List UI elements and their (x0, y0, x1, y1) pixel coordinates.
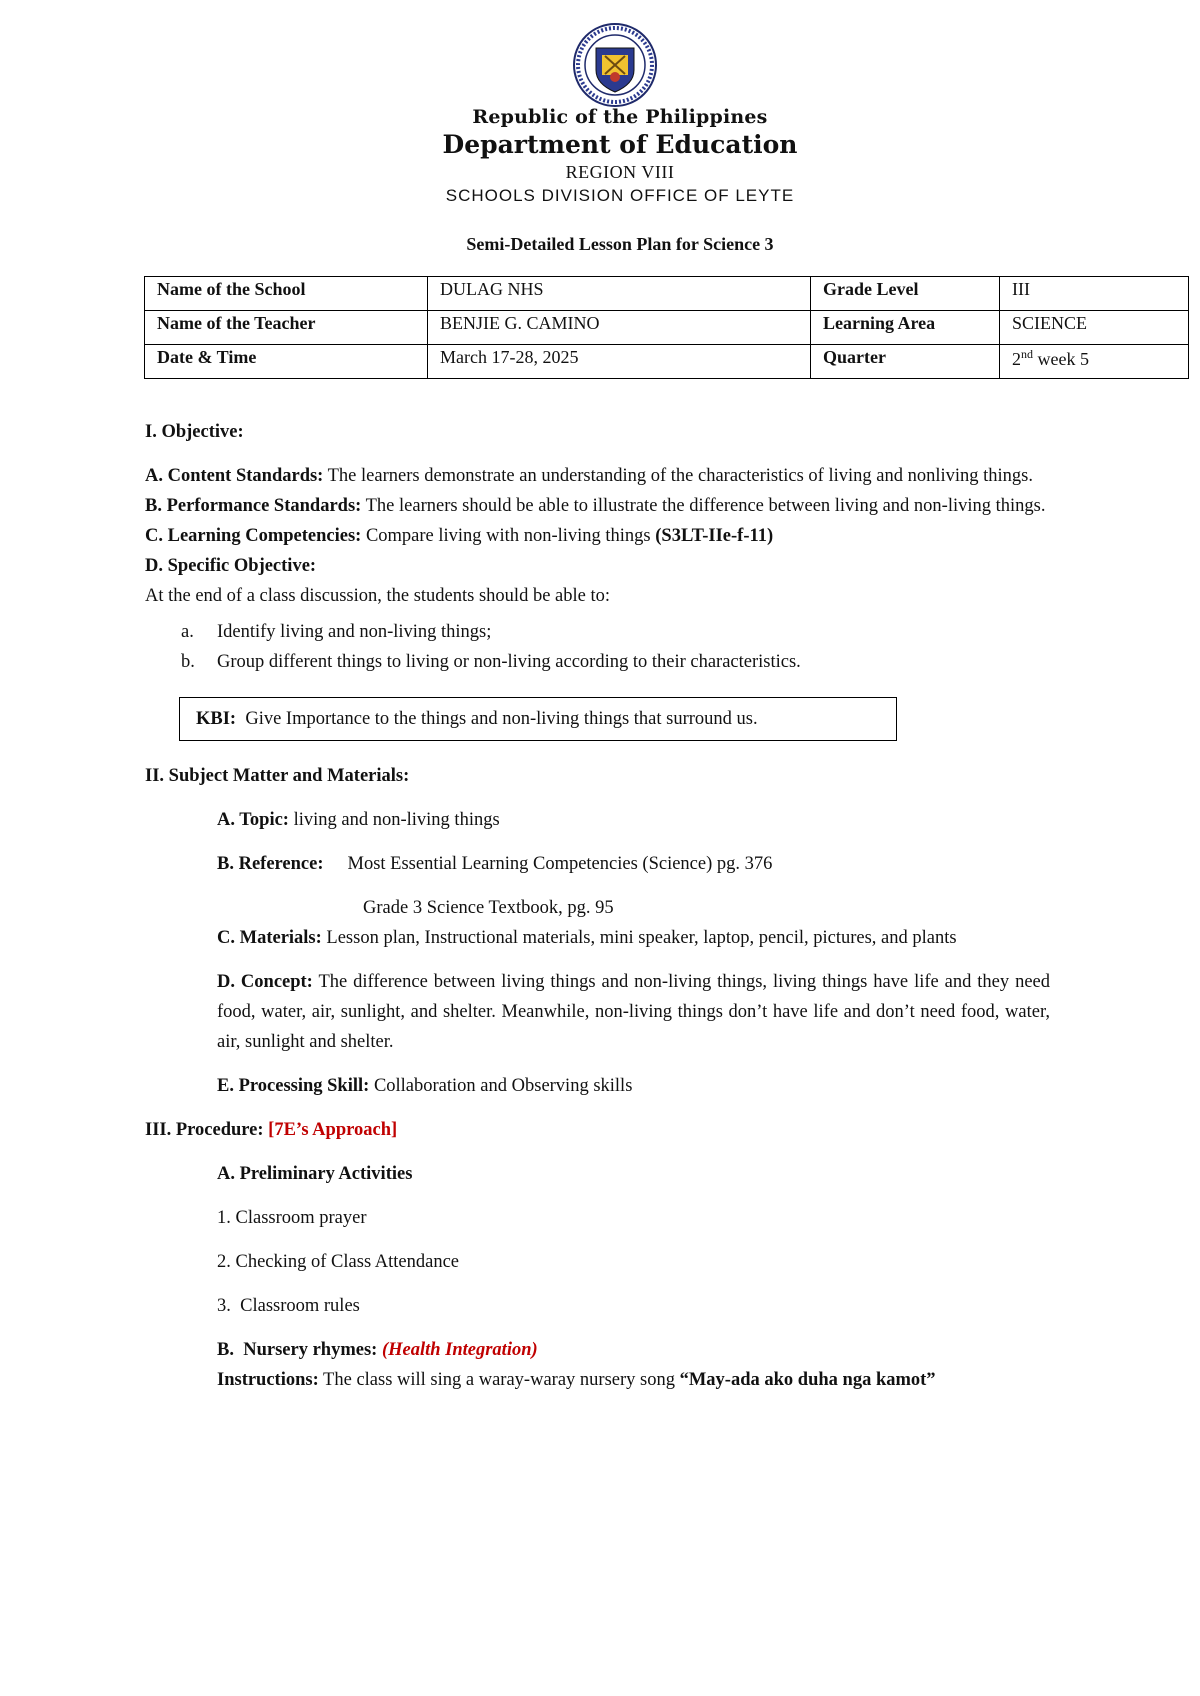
table-row (145, 311, 1189, 345)
kbi-label: KBI: (196, 709, 237, 729)
learning-competencies-label: C. Learning Competencies: (145, 526, 362, 546)
list-item-text: Group different things to living or non-living according to their characteristics. (217, 652, 801, 672)
health-integration-tag: (Health Integration) (381, 1340, 538, 1360)
list-item (145, 617, 1050, 647)
republic-header: Republic of the Philippines (472, 106, 768, 128)
performance-standards (145, 491, 1050, 521)
quarter-label: Quarter (811, 345, 1000, 379)
instructions-text: The class will sing a waray-waray nursery song (318, 1370, 680, 1390)
nursery-rhymes-label: B. Nursery rhymes: (217, 1340, 382, 1360)
document-title: Semi-Detailed Lesson Plan for Science 3 (466, 234, 774, 254)
quarter-suffix: nd (1021, 347, 1033, 361)
procedure-heading (145, 1115, 1050, 1145)
kbi-box (179, 697, 897, 741)
lesson-body (145, 417, 1050, 1395)
school-label: Name of the School (145, 277, 428, 311)
materials-text: Lesson plan, Instructional materials, mini speaker, laptop, pencil, pictures, and plants (321, 928, 957, 948)
specific-objective-intro: At the end of a class discussion, the students should be able to: (145, 586, 610, 606)
teacher-label: Name of the Teacher (145, 311, 428, 345)
prelim-item-prayer: 1. Classroom prayer (217, 1208, 367, 1228)
learning-competencies-text: Compare living with non-living things (361, 526, 656, 546)
reference (145, 849, 1050, 879)
concept-text: The difference between living things and non-living things, living things have life and they need food, water, air, sunlight, and shelter. Meanwhile, non-living things don’t have life and don’t need food, water, air, sunlight and shelter. (217, 972, 1051, 1052)
table-row (145, 277, 1189, 311)
procedure-approach: [7E’s Approach] (268, 1120, 398, 1140)
lesson-info-table (144, 276, 1189, 379)
date-time-value: March 17-28, 2025 (428, 345, 811, 379)
topic (145, 805, 1050, 835)
learning-area-label: Learning Area (811, 311, 1000, 345)
list-item-text: Identify living and non-living things; (217, 622, 492, 642)
division-header: SCHOOLS DIVISION OFFICE OF LEYTE (445, 186, 795, 205)
reference-line-2: Grade 3 Science Textbook, pg. 95 (363, 898, 614, 918)
concept (145, 967, 1050, 1057)
date-time-label: Date & Time (145, 345, 428, 379)
school-value: DULAG NHS (428, 277, 811, 311)
materials (145, 923, 1050, 953)
reference-text-1: Most Essential Learning Competencies (Science) pg. 376 (347, 854, 773, 874)
kbi-text: Give Importance to the things and non-living things that surround us. (236, 709, 758, 729)
table-row (145, 345, 1189, 379)
deped-seal-logo (572, 22, 658, 108)
prelim-item-rules: 3. Classroom rules (217, 1296, 360, 1316)
content-standards-label: A. Content Standards: (145, 466, 324, 486)
topic-text: living and non-living things (288, 810, 500, 830)
preliminary-heading: A. Preliminary Activities (217, 1164, 413, 1184)
materials-label: C. Materials: (217, 928, 322, 948)
instructions (145, 1365, 1050, 1395)
processing-skill (145, 1071, 1050, 1101)
prelim-item-attendance: 2. Checking of Class Attendance (217, 1252, 459, 1272)
processing-skill-text: Collaboration and Observing skills (369, 1076, 633, 1096)
processing-skill-label: E. Processing Skill: (217, 1076, 370, 1096)
instructions-label: Instructions: (217, 1370, 319, 1390)
song-title: “May-ada ako duha nga kamot” (679, 1370, 936, 1390)
grade-level-label: Grade Level (811, 277, 1000, 311)
performance-standards-label: B. Performance Standards: (145, 496, 362, 516)
concept-label: D. Concept: (217, 972, 313, 992)
list-item (145, 647, 1050, 677)
quarter-week: week 5 (1033, 349, 1089, 369)
reference-label: B. Reference: (217, 854, 324, 874)
list-marker: a. (181, 622, 194, 642)
department-header: Department of Education (442, 130, 798, 159)
learning-competencies (145, 521, 1050, 551)
grade-level-value: III (1000, 277, 1189, 311)
subject-matter-heading: II. Subject Matter and Materials: (145, 766, 410, 786)
learning-area-value: SCIENCE (1000, 311, 1189, 345)
objective-heading: I. Objective: (145, 422, 244, 442)
procedure-label: III. Procedure: (145, 1120, 269, 1140)
performance-standards-text: The learners should be able to illustrate the difference between living and non-living things. (361, 496, 1046, 516)
topic-label: A. Topic: (217, 810, 289, 830)
specific-objective-list (145, 617, 1050, 677)
list-marker: b. (181, 652, 195, 672)
content-standards-text: The learners demonstrate an understanding of the characteristics of living and nonliving things. (323, 466, 1034, 486)
quarter-number: 2 (1012, 349, 1021, 369)
content-standards (145, 461, 1050, 491)
nursery-rhymes (145, 1335, 1050, 1365)
region-header: REGION VIII (565, 162, 675, 182)
specific-objective-label: D. Specific Objective: (145, 556, 317, 576)
competency-code: (S3LT-IIe-f-11) (655, 526, 774, 546)
quarter-value (1000, 345, 1189, 379)
teacher-value: BENJIE G. CAMINO (428, 311, 811, 345)
